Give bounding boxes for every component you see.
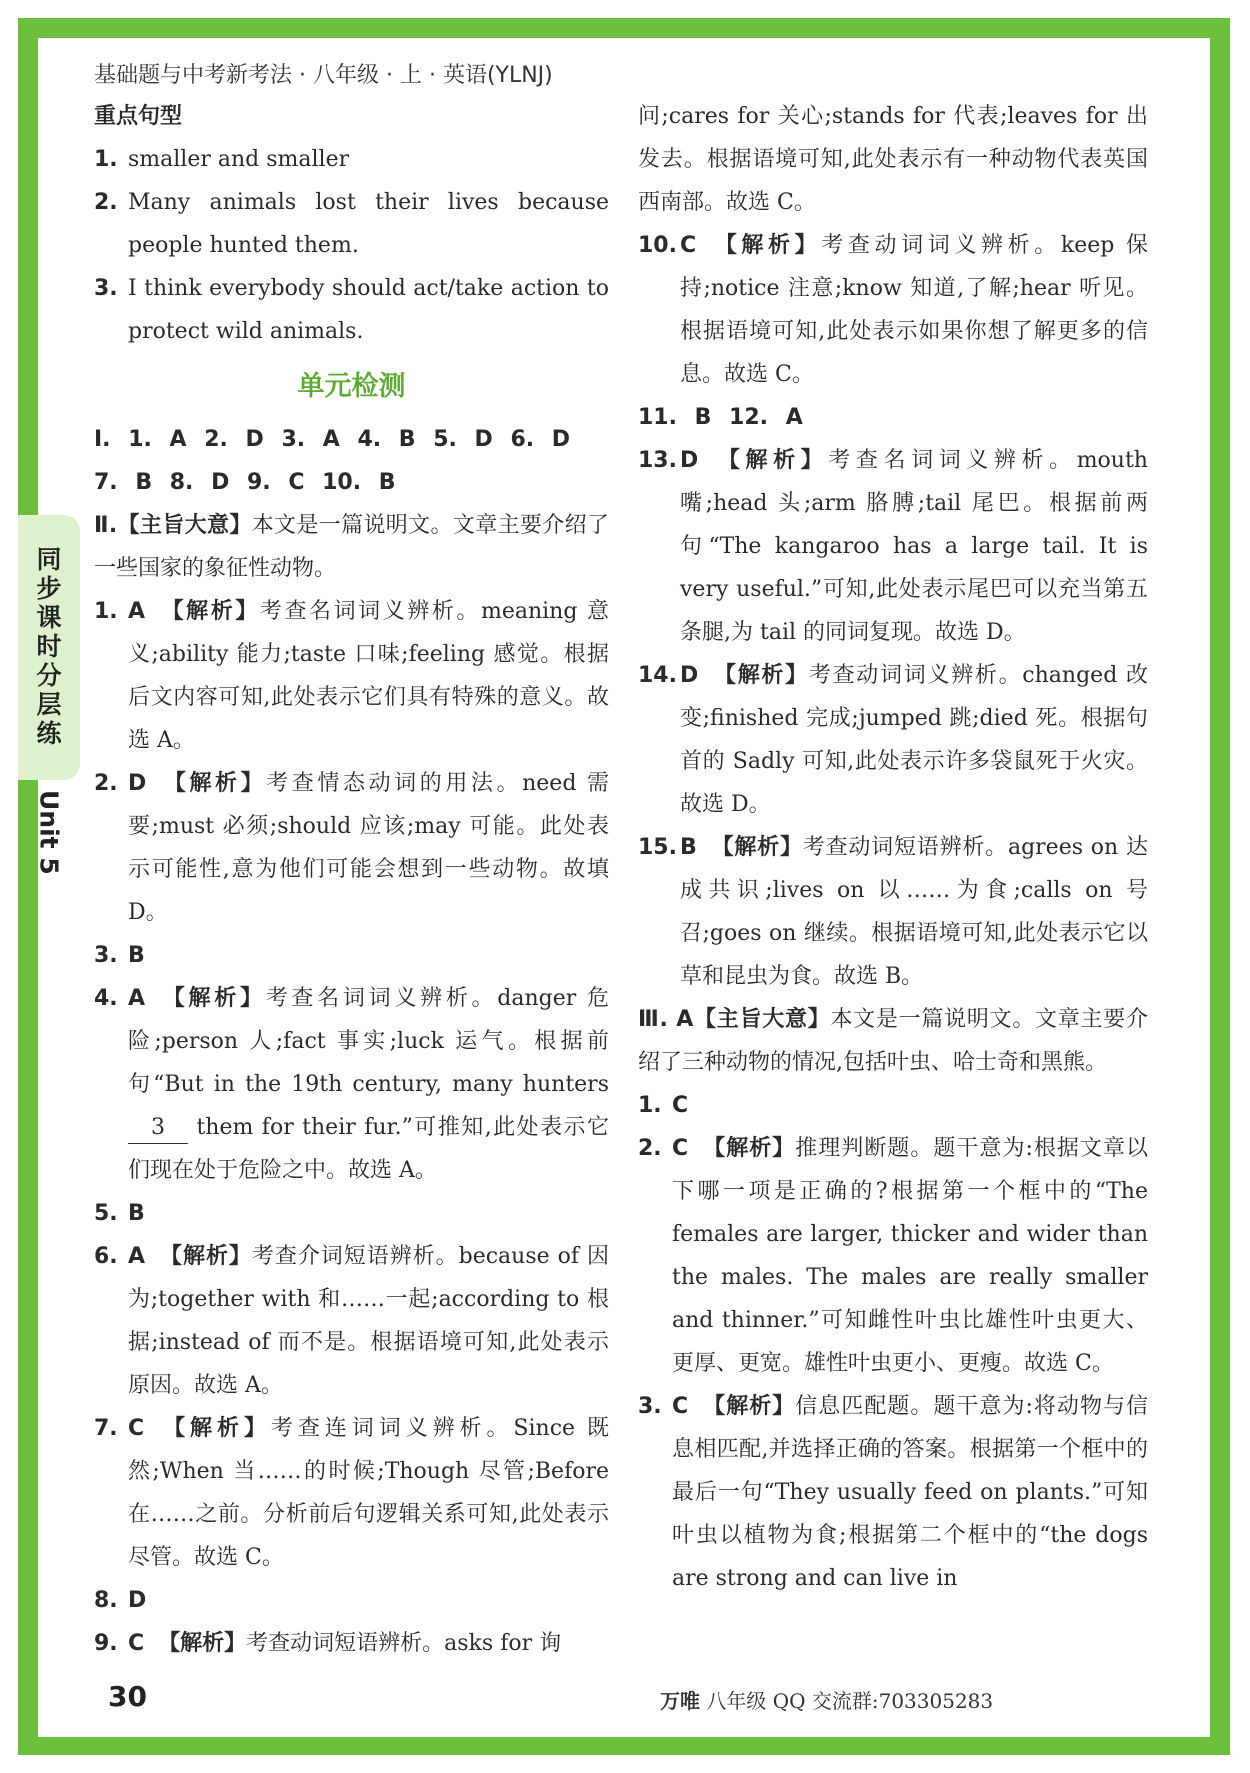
footer-text: 八年级 QQ 交流群:703305283	[706, 1689, 994, 1713]
continued-text: 问;cares for 关心;stands for 代表;leaves for 出发去。根据语境可知,此处表示有一种动物代表英国西南部。故选 C。	[638, 104, 1148, 215]
answer-item: 1. A 【解析】考查名词词义辨析。meaning 意义;ability 能力;taste 口味;feeling 感觉。根据后文内容可知,此处表示它们具有特殊的意义。故选 A。	[94, 599, 609, 753]
answer-item: 4. A 【解析】考查名词词义辨析。danger 危险;person 人;fact 事实;luck 运气。根据前句“But in the 19th century, many hunters 3 them for their fur.”可推知,此处表示它们现在处于危险之中。故选 A。	[94, 986, 609, 1183]
answer-row: Ⅰ. 1. A 2. D 3. A 4. B 5. D 6. D	[94, 427, 571, 452]
part2-intro: Ⅱ.【主旨大意】本文是一篇说明文。文章主要介绍了一些国家的象征性动物。	[94, 513, 609, 581]
answer-item: 14. D 【解析】考查动词词义辨析。changed 改变;finished 完成;jumped 跳;died 死。根据句首的 Sadly 可知,此处表示许多袋鼠死于火灾。故选 D。	[638, 663, 1148, 817]
answer-item: 8. D	[94, 1588, 147, 1613]
answer-item: 3. C 【解析】信息匹配题。题干意为:将动物与信息相匹配,并选择正确的答案。根据第一个框中的最后一句“They usually feed on plants.”可知叶虫以植物为食;根据第二个框中的“the dogs are strong and can live in	[638, 1394, 1148, 1591]
answer-item: 3. B	[94, 943, 145, 968]
answer-item: 7. C 【解析】考查连词词义辨析。Since 既然;When 当……的时候;Though 尽管;Before 在……之前。分析前后句逻辑关系可知,此处表示尽管。故选 C。	[94, 1416, 609, 1570]
left-column	[94, 95, 609, 1665]
answer-item: 1. C	[638, 1093, 689, 1118]
answer-item: 2. C 【解析】推理判断题。题干意为:根据文章以下哪一项是正确的?根据第一个框中的“The females are larger, thicker and wider than the males. The males are really smaller and thinner.”可知雌性叶虫比雄性叶虫更大、更厚、更宽。雄性叶虫更小、更瘦。故选 C。	[638, 1136, 1148, 1376]
page-number: 30	[108, 1680, 147, 1713]
answer-row: 11. B 12. A	[638, 405, 803, 430]
green-frame-bottom	[18, 1737, 1230, 1755]
side-tab-char: 练	[36, 719, 62, 748]
part3-intro: Ⅲ. A【主旨大意】本文是一篇说明文。文章主要介绍了三种动物的情况,包括叶虫、哈士奇和黑熊。	[638, 1007, 1148, 1075]
right-column	[638, 95, 1148, 1600]
side-tab-char: 时	[36, 632, 62, 661]
green-frame-top	[18, 18, 1230, 38]
footer-brand: 万唯	[660, 1689, 700, 1713]
side-tab-char: 层	[36, 690, 62, 719]
list-item: 3. I think everybody should act/take action to protect wild animals.	[94, 276, 609, 344]
answer-item: 2. D 【解析】考查情态动词的用法。need 需要;must 必须;should 应该;may 可能。此处表示可能性,意为他们可能会想到一些动物。故填 D。	[94, 771, 609, 925]
answer-row: 7. B 8. D 9. C 10. B	[94, 470, 396, 495]
side-tab-char: 分	[36, 661, 62, 690]
side-tab	[18, 515, 80, 780]
side-unit-label: Unit 5	[34, 790, 64, 875]
answer-item: 9. C 【解析】考查动词短语辨析。asks for 询	[94, 1631, 562, 1656]
page-header: 基础题与中考新考法 · 八年级 · 上 · 英语(YLNJ)	[94, 63, 553, 88]
side-tab-char: 步	[36, 574, 62, 603]
side-tab-char: 同	[36, 545, 62, 574]
footer	[660, 1685, 993, 1714]
list-item: 1. smaller and smaller	[94, 147, 350, 172]
answer-item: 6. A 【解析】考查介词短语辨析。because of 因为;together with 和……一起;according to 根据;instead of 而不是。根据语境可知,此处表示原因。故选 A。	[94, 1244, 609, 1398]
section-key-sentences: 重点句型	[94, 104, 183, 129]
list-item: 2. Many animals lost their lives because people hunted them.	[94, 190, 609, 258]
answer-item: 5. B	[94, 1201, 145, 1226]
green-frame-right	[1210, 18, 1230, 1755]
blank-number: 3	[128, 1113, 188, 1144]
side-tab-char: 课	[36, 603, 62, 632]
answer-item: 10. C 【解析】考查动词词义辨析。keep 保持;notice 注意;know 知道,了解;hear 听见。根据语境可知,此处表示如果你想了解更多的信息。故选 C。	[638, 233, 1148, 387]
unit-test-title: 单元检测	[297, 371, 406, 402]
answer-item: 15. B 【解析】考查动词短语辨析。agrees on 达成共识;lives on 以……为食;calls on 号召;goes on 继续。根据语境可知,此处表示它以草和昆虫为食。故选 B。	[638, 835, 1148, 989]
answer-item: 13. D 【解析】考查名词词义辨析。mouth 嘴;head 头;arm 胳膊;tail 尾巴。根据前两句“The kangaroo has a large tail. It is very useful.”可知,此处表示尾巴可以充当第五条腿,为 tail 的同词复现。故选 D。	[638, 448, 1148, 645]
